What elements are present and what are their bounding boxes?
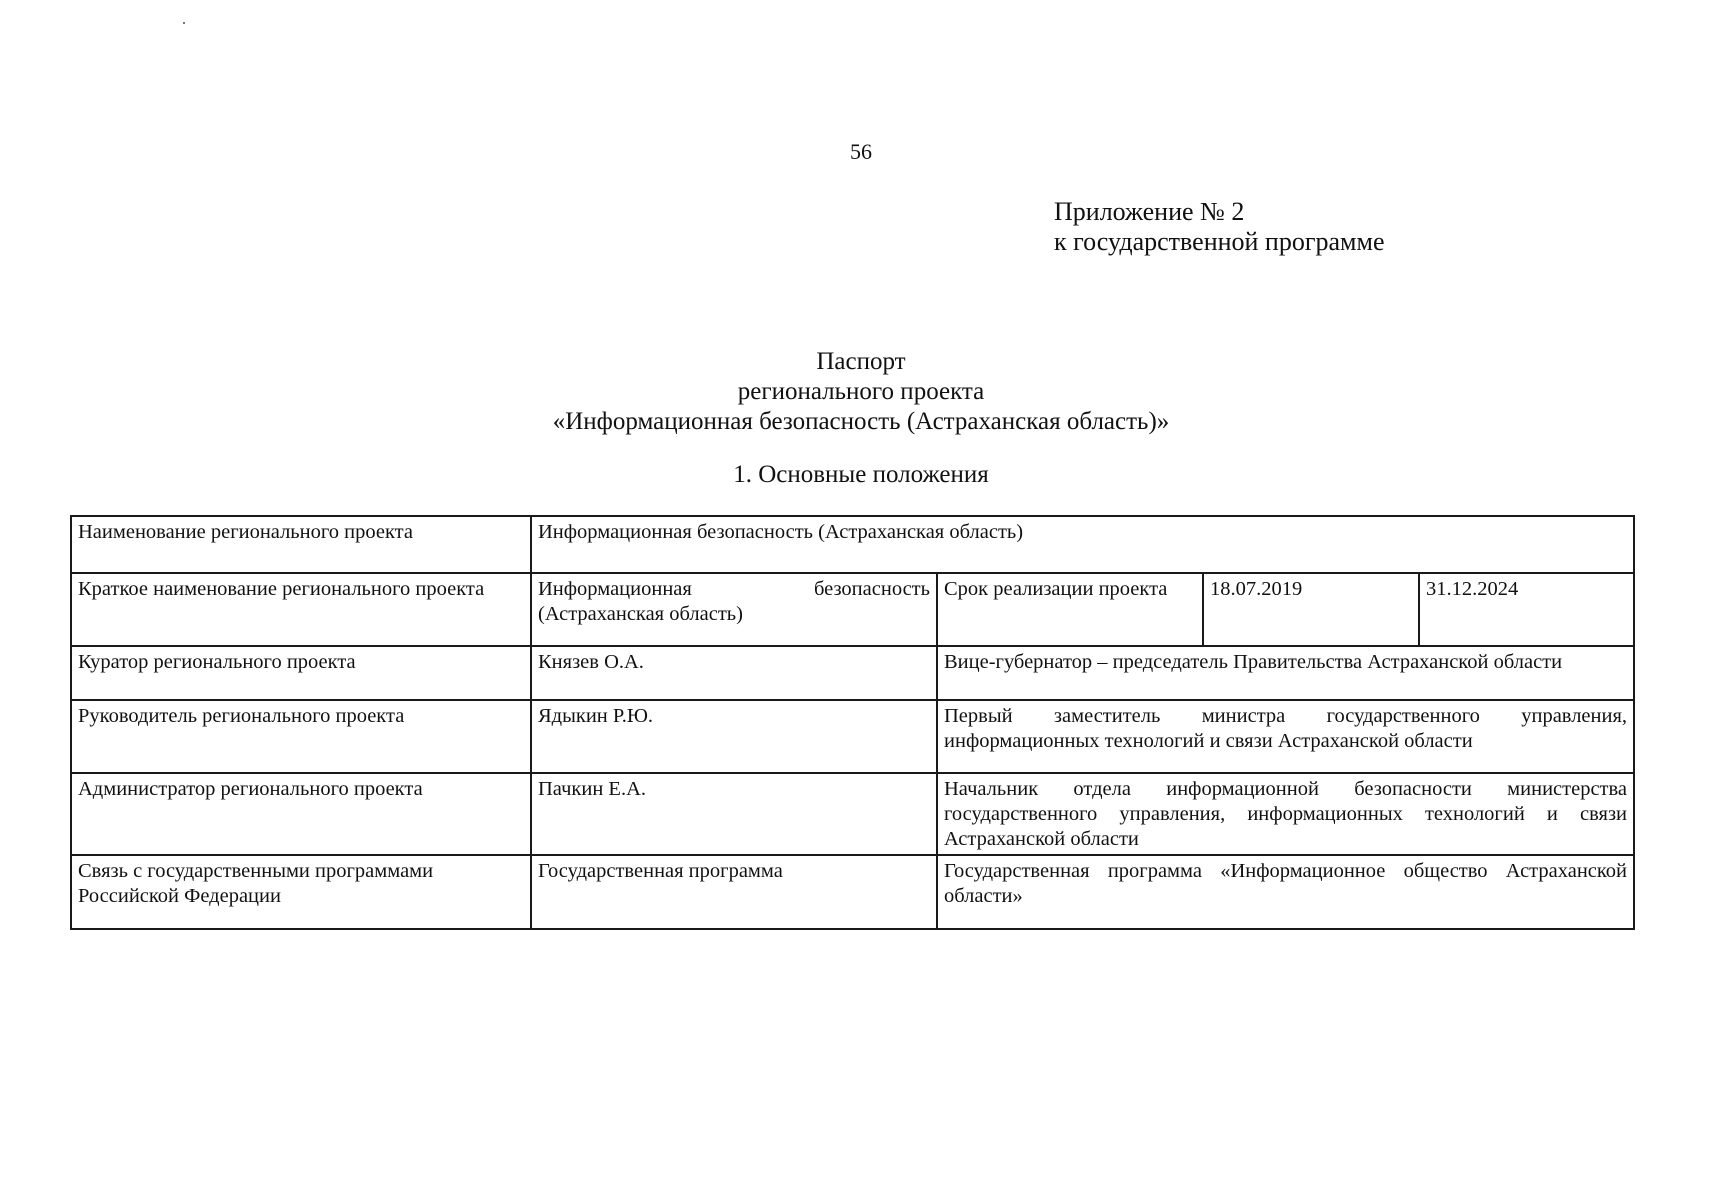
curator-position-cell: Вице-губернатор – председатель Правительства Астраханской области: [937, 646, 1634, 700]
admin-name-cell: Пачкин Е.А.: [531, 773, 937, 855]
head-label-cell: Руководитель регионального проекта: [71, 700, 531, 773]
head-position-cell: Первый заместитель министра государственного управления, информационных технологий и связи Астраханской области: [937, 700, 1634, 773]
head-name-cell: Ядыкин Р.Ю.: [531, 700, 937, 773]
name-label-cell: Наименование регионального проекта: [71, 516, 531, 573]
curator-name-cell: Князев О.А.: [531, 646, 937, 700]
page-number: 56: [850, 139, 872, 164]
table-row: [71, 855, 1634, 929]
appendix-line-2: к государственной программе: [1054, 227, 1385, 256]
short-value-cell: Информационная безопасность (Астраханская область): [531, 573, 937, 646]
table-row: [71, 516, 1634, 573]
short-label-cell: Краткое наименование регионального проекта: [71, 573, 531, 646]
curator-label-cell: Куратор регионального проекта: [71, 646, 531, 700]
table-row: [71, 700, 1634, 773]
section-heading: 1. Основные положения: [733, 461, 989, 488]
period-label-cell: Срок реализации проекта: [937, 573, 1203, 646]
link-value-cell: Государственная программа «Информационное общество Астраханской области»: [937, 855, 1634, 929]
table-row: [71, 773, 1634, 855]
period-start-cell: 18.07.2019: [1203, 573, 1419, 646]
appendix-line-1: Приложение № 2: [1054, 197, 1245, 226]
table-row: [71, 573, 1634, 646]
period-end-cell: 31.12.2024: [1419, 573, 1634, 646]
scan-speck: [183, 22, 185, 24]
admin-label-cell: Администратор регионального проекта: [71, 773, 531, 855]
link-label-cell: Связь с государственными программами Российской Федерации: [71, 855, 531, 929]
title-line-3: «Информационная безопасность (Астраханская область)»: [552, 408, 1170, 435]
document-title: [0, 347, 1722, 437]
appendix-note: [1054, 197, 1385, 257]
passport-table: [70, 515, 1635, 930]
admin-position-cell: Начальник отдела информационной безопасности министерства государственного управления, информационных технологий и связи Астраханской области: [937, 773, 1634, 855]
name-value-cell: Информационная безопасность (Астраханская область): [531, 516, 1634, 573]
title-line-2: регионального проекта: [737, 378, 985, 405]
table-row: [71, 646, 1634, 700]
link-type-cell: Государственная программа: [531, 855, 937, 929]
title-line-1: Паспорт: [816, 348, 906, 375]
